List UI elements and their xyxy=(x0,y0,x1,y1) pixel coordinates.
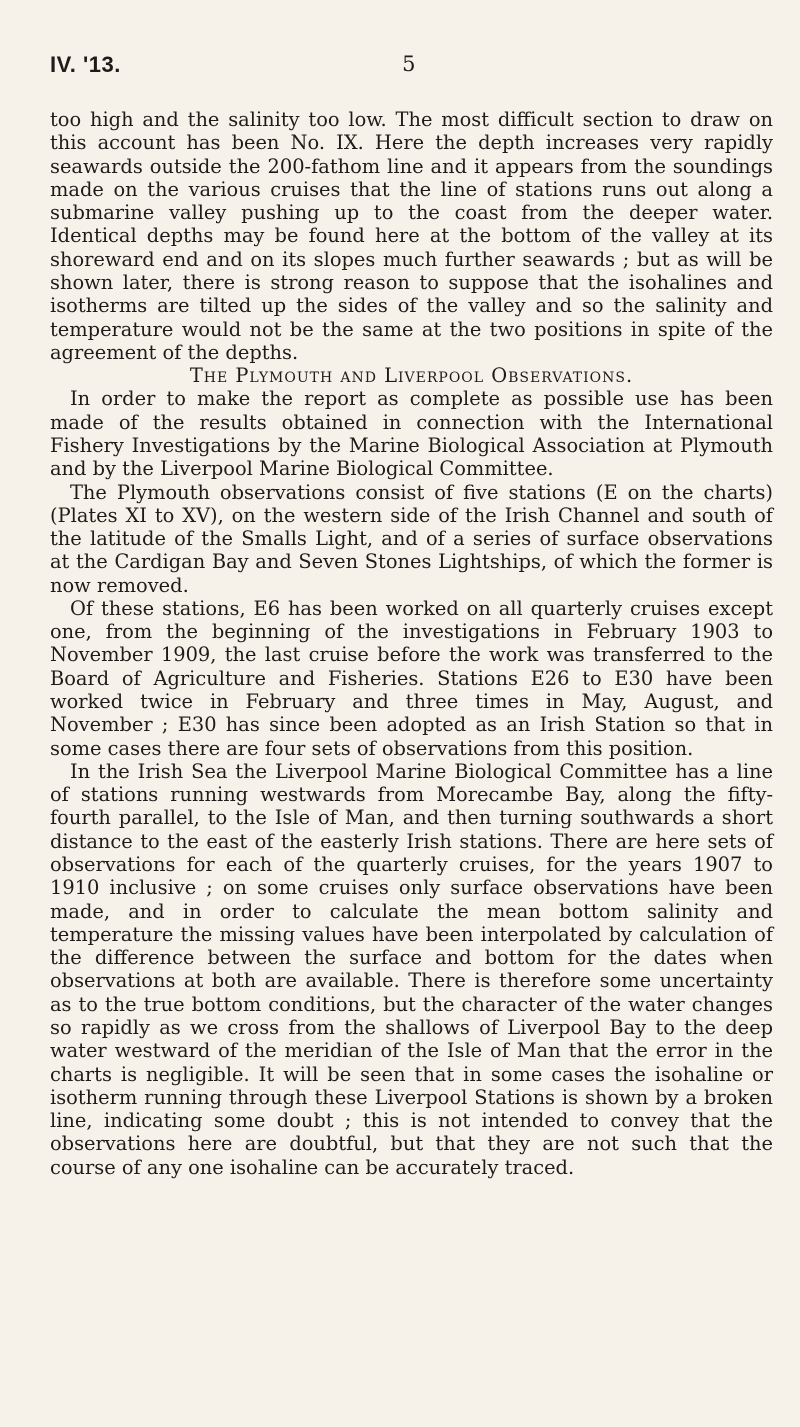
running-head xyxy=(50,52,768,82)
paragraph-1: too high and the salinity too low. The most difficult section to draw on this account has been No. IX. Here the depth increases very rapidly seawards outside the 200-fathom line and it appears from the soundings made on the various cruises that the line of stations runs out along a submarine valley pushing up to the coast from the deeper water. Identical depths may be found here at the bottom of the valley at its shoreward end and on its slopes much further seawards ; but as will be shown later, there is strong reason to suppose that the isohalines and isotherms are tilted up the sides of the valley and so the salinity and temperature would not be the same at the two positions in spite of the agreement of the depths. xyxy=(50,108,773,364)
paragraph-2: In order to make the report as complete as possible use has been made of the results obtained in connection with the International Fishery Investigations by the Marine Biological Association at Plymouth and by the Liverpool Marine Biological Committee. xyxy=(50,387,773,481)
paragraph-5: In the Irish Sea the Liverpool Marine Biological Committee has a line of stations running westwards from Morecambe Bay, along the fifty-fourth parallel, to the Isle of Man, and then turning southwards a short distance to the east of the easterly Irish stations. There are here sets of observations for each of the quarterly cruises, for the years 1907 to 1910 inclusive ; on some cruises only surface observations have been made, and in order to calculate the mean bottom salinity and temperature the missing values have been interpolated by calculation of the difference between the surface and bottom for the dates when observations at both are available. There is therefore some uncertainty as to the true bottom conditions, but the character of the water changes so rapidly as we cross from the shallows of Liverpool Bay to the deep water westward of the meridian of the Isle of Man that the error in the charts is negligible. It will be seen that in some cases the isohaline or isotherm running through these Liverpool Stations is shown by a broken line, indicating some doubt ; this is not intended to convey that the observations here are doubtful, but that they are not such that the course of any one isohaline can be accurately traced. xyxy=(50,759,773,1179)
paragraph-4: Of these stations, E6 has been worked on all quarterly cruises except one, from the beginning of the investigations in February 1903 to November 1909, the last cruise before the work was transferred to the Board of Agriculture and Fisheries. Stations E26 to E30 have been worked twice in February and three times in May, August, and November ; E30 has since been adopted as an Irish Station so that in some cases there are four sets of observations from this position. xyxy=(50,596,773,760)
body-text xyxy=(50,108,773,1179)
section-heading: The Plymouth and Liverpool Observations. xyxy=(189,364,634,388)
page-number: 5 xyxy=(402,52,416,76)
volume-label: IV. '13. xyxy=(50,52,121,77)
paragraph-3: The Plymouth observations consist of five stations (E on the charts) (Plates XI to XV), on the western side of the Irish Channel and south of the latitude of the Smalls Light, and of a series of surface observations at the Cardigan Bay and Seven Stones Lightships, of which the former is now removed. xyxy=(50,480,773,597)
